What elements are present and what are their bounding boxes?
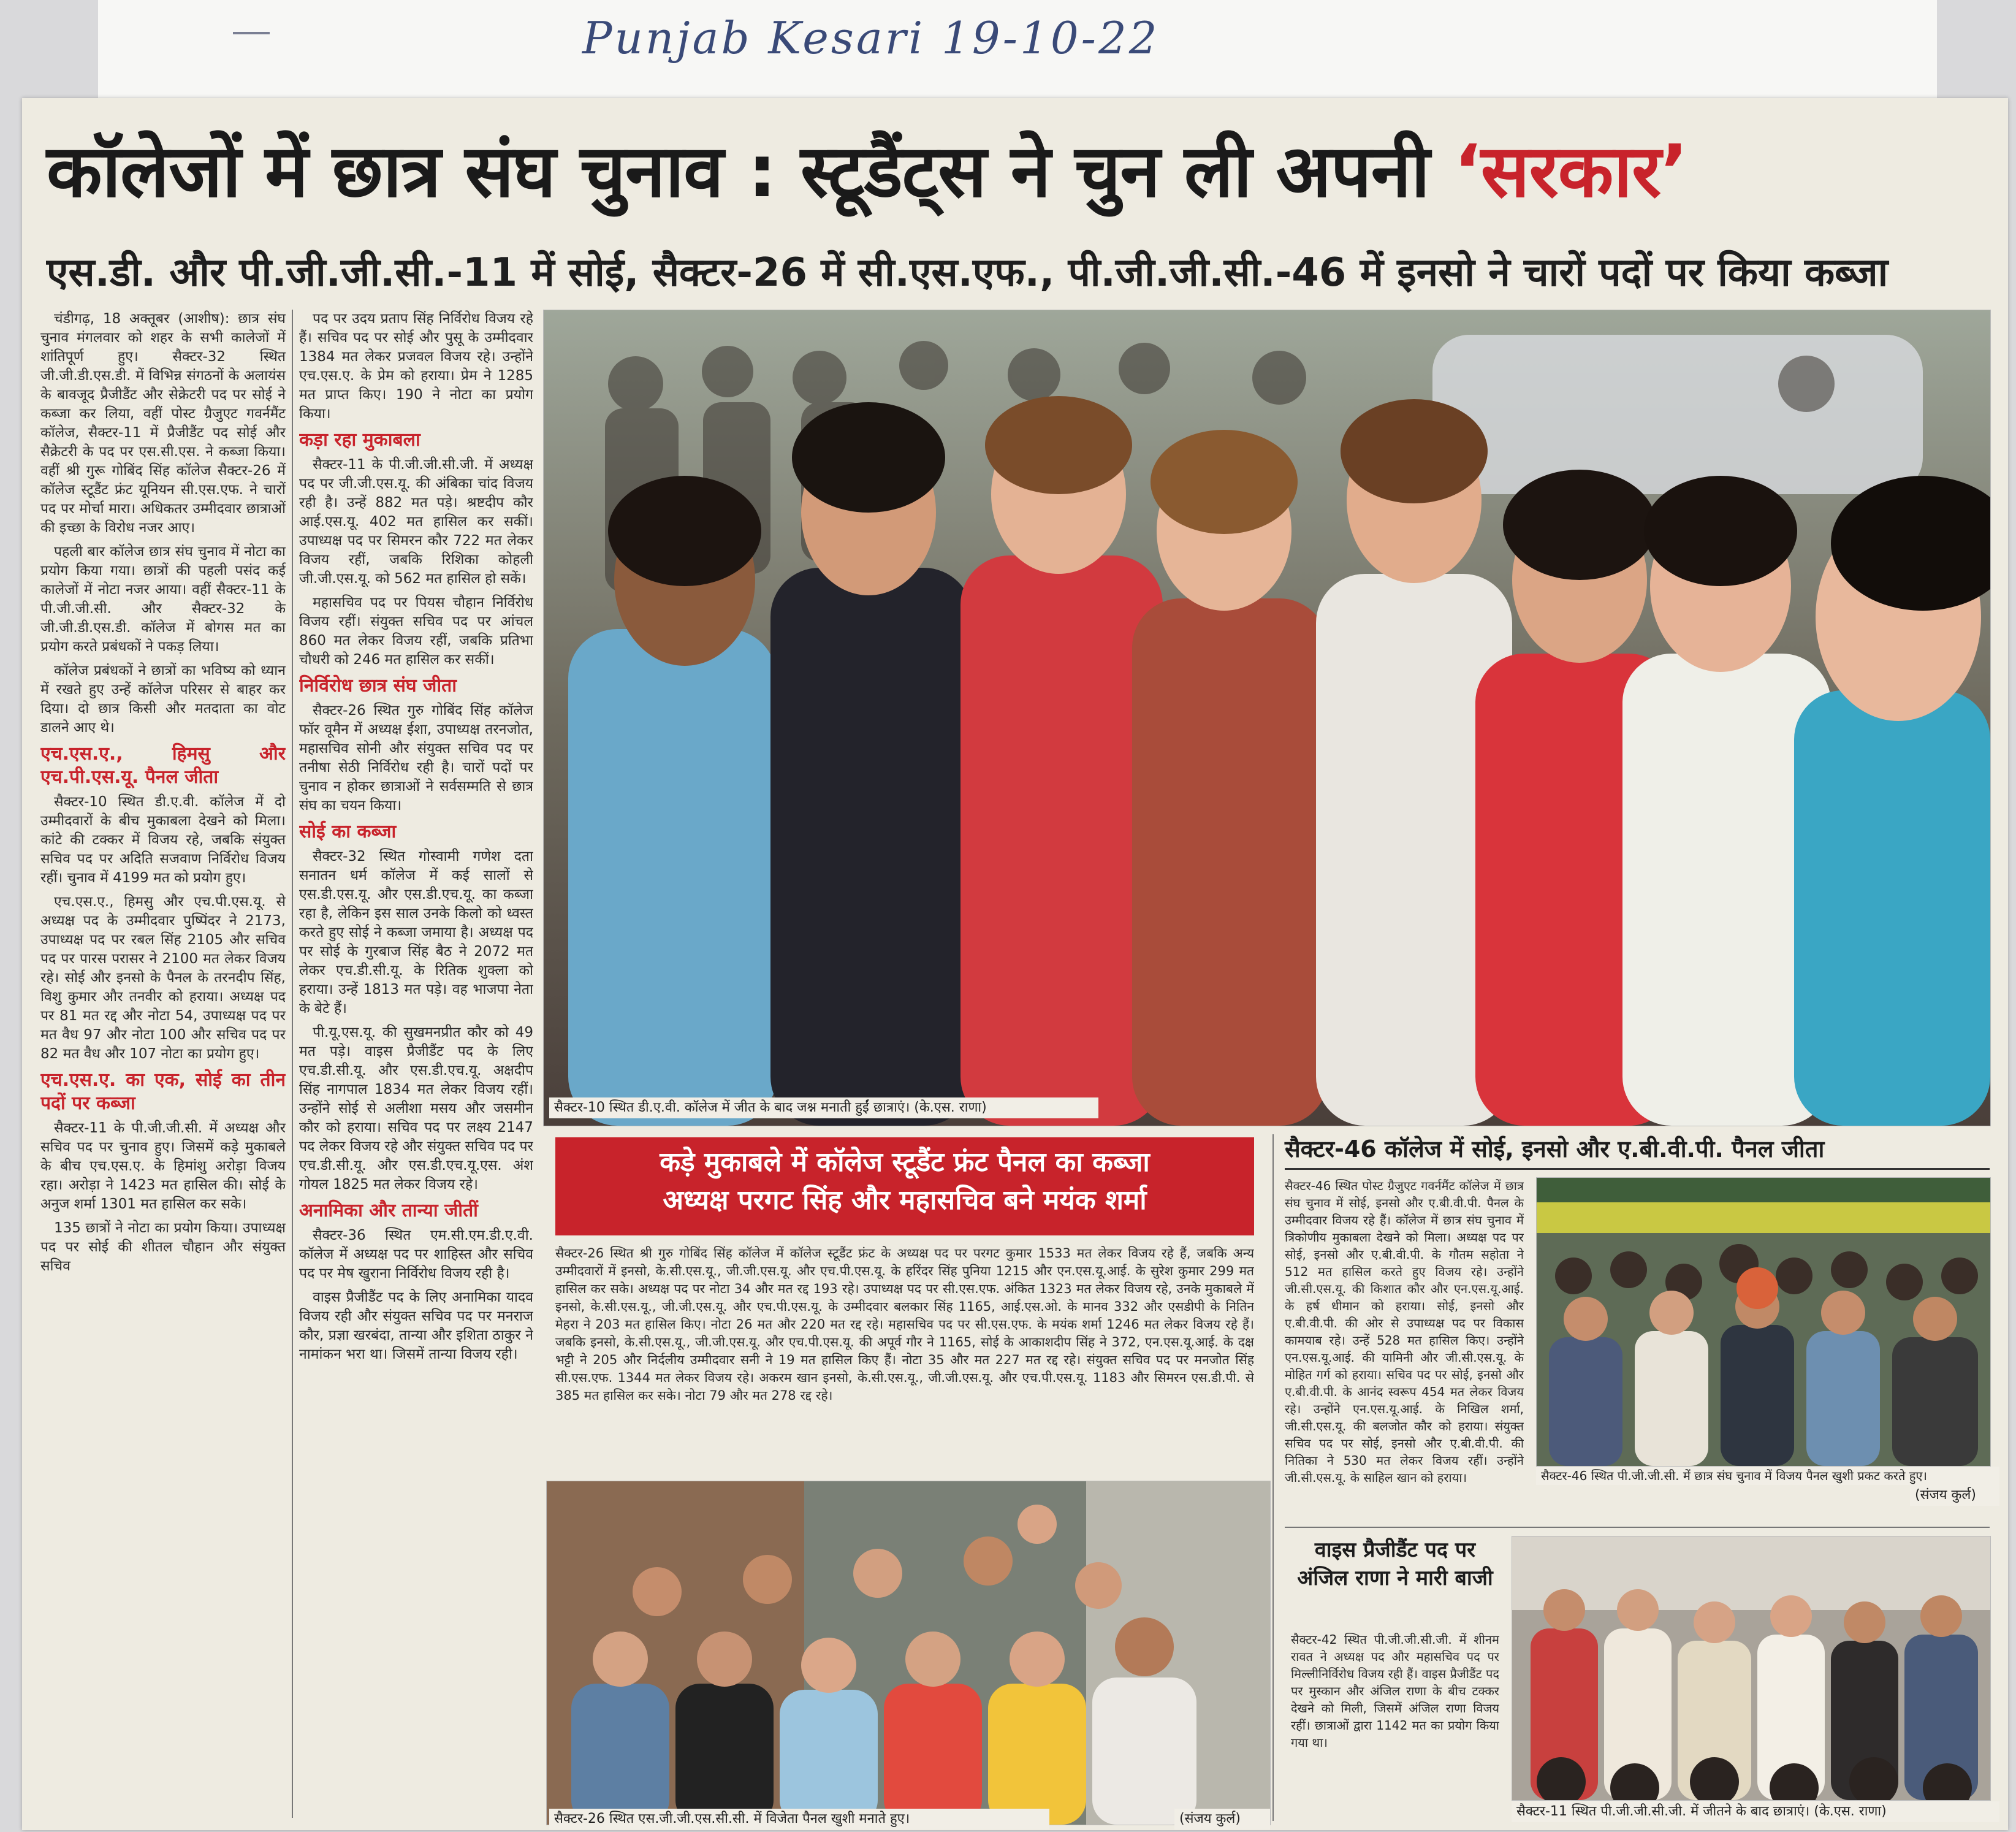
- center-photo-illustration: [547, 1481, 1270, 1825]
- col1-para-2: पहली बार कॉलेज छात्र संघ चुनाव में नोटा का प्रयोग किया गया। छात्रों की पहली पसंद कई कालेजों में नोटा नजर आया। वहीं सैक्टर-11 के पी.जी.जी.सी. और सैक्टर-32 के जी.जी.डी.एस.डी. कॉलेज में बोगस मत का प्रयोग करते प्रबंधकों ने पकड़ लिया।: [40, 544, 286, 655]
- right-photo-sector46-panel: [1536, 1177, 1991, 1467]
- main-photo-celebrating-students: [543, 310, 1991, 1126]
- col2-para-6: पी.यू.एस.यू. की सुखमनप्रीत कौर को 49 मत पड़े। वाइस प्रैजीडैंट पद के लिए एच.डी.सी.यू. और एस.डी.एच.यू. अक्षदीप सिंह नागपाल 1834 मत लेकर विजय रहीं। उन्होंने सोई से अलीशा मसय और जसमीन कौर को हराया। सचिव पद पर लक्ष्य 2147 पद लेकर विजय रहे और संयुक्त सचिव पद पर एच.डी.सी.यू. और एस.डी.एच.यू.एस. अंश गोयल 1825 मत लेकर विजय रहे।: [299, 1025, 533, 1193]
- newspaper-clipping: [22, 98, 2008, 1830]
- pen-mark: [233, 32, 270, 34]
- vp-story-headline: वाइस प्रैजीडैंट पद पर अंजिल राणा ने मारी बाजी: [1297, 1538, 1493, 1590]
- col1-para-4: सैक्टर-10 स्थित डी.ए.वी. कॉलेज में दो उम्मीदवारों के बीच मुकाबला देखने को मिला। कांटे की टक्कर में विजय रहे, जबकि संयुक्त सचिव पद पर अदिति सजवाण निर्विरोध विजय रहीं। चुनाव में 4199 मत को प्रयोग हुए।: [40, 794, 286, 886]
- col2-subhead-1: कड़ा रहा मुकाबला: [299, 429, 420, 451]
- col2-para-5: सैक्टर-32 स्थित गोस्वामी गणेश दता सनातन धर्म कॉलेज में कई सालों से एस.डी.एस.यू. और एस.डी.एच.यू. का कब्जा रहा है, लेकिन इस साल उनके किलो को ध्वस्त करते हुए सोई ने कब्जा जमाया है। अध्यक्ष पद पर सोई के गुरबाज सिंह बैठ ने 2072 मत लेकर एच.डी.सी.यू. के रितिक शुक्ला को हराया। उन्हें 1813 मत पड़े। वह भाजपा नेता के बेटे हैं।: [299, 849, 533, 1017]
- col1-para-7: 135 छात्रों ने नोटा का प्रयोग किया। उपाध्यक्ष पद पर सोई की शीतल चौहान और संयुक्त सचिव: [40, 1220, 286, 1274]
- vp-photo-caption: सैक्टर-11 स्थित पी.जी.जी.सी.जी. में जीतने के बाद छात्राएं। (के.एस. राणा): [1512, 1801, 1999, 1822]
- col1-para-1: चंडीगढ़, 18 अक्तूबर (आशीष): छात्र संघ चुनाव मंगलवार को शहर के सभी कालेजों में शांतिपूर्ण हुए। सैक्टर-32 स्थित जी.जी.डी.एस.डी. में विभिन्न संगठनों के अलायंस के बावजूद प्रैजीडैंट और सेक्रेटरी पद पर सोई ने कब्जा कर लिया, वहीं पोस्ट ग्रैजुएट गवर्नमैंट कॉलेज, सैक्टर-11 में प्रैजीडैंट पद सोई और सैक्रेटरी के पद पर एस.सी.एस. ने कब्जा किया। वहीं श्री गुरू गोबिंद सिंह कॉलेज सैक्टर-26 में कॉलेज स्टूडैंट फ्रंट यूनियन सी.एस.एफ. ने चारों पद पर मोर्चा मारा। अधिकतर उम्मीदवार छात्राओं की इच्छा के विरोध नजर आए।: [40, 311, 286, 536]
- col1-para-5: एच.एस.ए., हिमसु और एच.पी.एस.यू. से अध्यक्ष पद के उम्मीदवार पुष्पिंदर ने 2173, उपाध्यक्ष पद पर रबल सिंह 2105 और सचिव पद पर पारस परासर ने 2100 मत लेकर विजय रहे। सोई और इनसो के पैनल के तरनदीप सिंह, विशु कुमार और तनवीर को हराया। अध्यक्ष पद पर 81 मत रद्द और नोटा 54, उपाध्यक्ष पद पर मत वैध 97 और नोटा 100 और सचिव पद पर 82 मत वैध और 107 नोटा का प्रयोग हुए।: [40, 894, 286, 1062]
- col1-subhead-1: एच.एस.ए., हिमसु और एच.पी.एस.यू. पैनल जीता: [40, 743, 286, 788]
- col2-subhead-4: अनामिका और तान्या जीतीं: [299, 1200, 478, 1221]
- center-right-divider: [1272, 1134, 1274, 1821]
- center-story-body: सैक्टर-26 स्थित श्री गुरु गोबिंद सिंह कॉलेज में कॉलेज स्टूडैंट फ्रंट के अध्यक्ष पद पर परगट कुमार 1533 मत लेकर विजय रहे हैं, जबकि अन्य उम्मीदवारों में इनसो, के.सी.एस.यू., जी.जी.एस.यू. और एच.पी.एस.यू. के हरिंदर सिंह पुनिया 1215 और एन.एस.यू.आई. के सुरेश कुमार 299 मत हासिल कर सके। अध्यक्ष पद पर नोटा 34 और मत रद्द 193 रहे। उपाध्यक्ष पद पर सी.एस.एफ. अंकित 1323 मत लेकर विजय रहे, उनके मुकाबले में इनसो, के.सी.एस.यू., जी.जी.एस.यू. और एच.पी.एस.यू. के उम्मीदवार बलकार सिंह 1165, आई.एस.ओ. के मानव 332 और एसडीपी के नितिन मेहरा ने 203 मत हासिल किए। नोटा 26 मत और 220 मत रद्द रहे। महासचिव पद पर सी.एस.एफ. के मयंक शर्मा 1246 मत लेकर विजय रहे हैं। जबकि इनसो, के.सी.एस.यू., जी.जी.एस.यू. और एच.पी.एस.यू. की अपूर्व गौर ने 1165, सोई के आकाशदीप सिंह ने 372, एन.एस.यू.आई. के दक्ष भट्टी ने 205 और निर्दलीय उम्मीदवार सनी ने 19 मत हासिल किए हैं। नोटा 35 और मत 227 मत रद्द रहे। संयुक्त सचिव पद पर मनजोत सिंह सी.एस.एफ. 1344 मत लेकर विजय रहे। अकरम खान इनसो, के.सी.एस.यू., जी.जी.एस.यू. और एच.पी.एस.यू. 1183 और सिमरन एस.डी.पी. से 385 मत हासिल कर सके। नोटा 79 और मत 278 रद्द रहे।: [555, 1246, 1254, 1403]
- main-headline: [47, 113, 1984, 229]
- right-photo-credit: (संजय कुर्ल): [1910, 1485, 1999, 1506]
- column-divider: [292, 310, 293, 1818]
- center-headline-line-1: कड़े मुकाबले में कॉलेज स्टूडैंट फ्रंट पैनल का कब्जा: [660, 1147, 1150, 1178]
- col2-para-7: सैक्टर-36 स्थित एम.सी.एम.डी.ए.वी. कॉलेज में अध्यक्ष पद पर शाहिस्त और सचिव पद पर मेष खुराना निर्विरोध विजय रही है।: [299, 1227, 533, 1281]
- headline-main-text: कॉलेजों में छात्र संघ चुनाव : स्टूडैंट्स ने चुन ली अपनी: [47, 129, 1454, 213]
- col1-para-3: कॉलेज प्रबंधकों ने छात्रों का भविष्य को ध्यान में रखते हुए उन्हें कॉलेज परिसर से बाहर कर दिया। दो छात्र किसी और मतदाता का वोट डालने आए थे।: [40, 663, 286, 736]
- vp-photo-illustration: [1512, 1536, 1990, 1800]
- center-story-headline-box: [555, 1137, 1254, 1235]
- col2-subhead-2: निर्विरोध छात्र संघ जीता: [299, 675, 457, 697]
- main-photo-illustration: [544, 310, 1990, 1126]
- col2-para-8: वाइस प्रैजीडैंट पद के लिए अनामिका यादव विजय रही और संयुक्त सचिव पद पर मनराज कौर, प्रज्ञा खरबंदा, तान्या और इशिता ठाकुर ने नामांकन भरा था। जिसमें तान्या विजय रही।: [299, 1289, 533, 1362]
- right-photo-caption: सैक्टर-46 स्थित पी.जी.जी.सी. में छात्र संघ चुनाव में विजय पैनल खुशी प्रकट करते हुए।: [1536, 1467, 1999, 1485]
- col2-para-1: पद पर उदय प्रताप सिंह निर्विरोध विजय रहे हैं। सचिव पद पर सोई और पुसू के उम्मीदवार 1384 मत लेकर प्रजवल विजय रहे। उन्होंने एच.एस.ए. के प्रेम को हराया। प्रेम ने 1285 मत प्राप्त किए। 190 ने नोटा का प्रयोग किया।: [299, 311, 533, 422]
- sub-headline: एस.डी. और पी.जी.जी.सी.-11 में सोई, सैक्टर-26 में सी.एस.एफ., पी.जी.जी.सी.-46 में इनसो ने चारों पदों पर किया कब्जा: [47, 250, 1889, 296]
- right-photo-illustration: [1537, 1178, 1990, 1466]
- right-story-headline: सैक्टर-46 कॉलेज में सोई, इनसो और ए.बी.वी.पी. पैनल जीता: [1285, 1135, 1825, 1162]
- center-photo-caption: सैक्टर-26 स्थित एस.जी.जी.एस.सी.सी. में विजेता पैनल खुशी मनाते हुए।: [549, 1809, 1049, 1830]
- center-photo-credit: (संजय कुर्ल): [1174, 1809, 1270, 1830]
- text-column-1: [40, 310, 286, 1824]
- main-photo-caption: सैक्टर-10 स्थित डी.ए.वी. कॉलेज में जीत के बाद जश्न मनाती हुईं छात्राएं। (के.एस. राणा): [549, 1097, 1098, 1118]
- col1-para-6: सैक्टर-11 के पी.जी.जी.सी. में अध्यक्ष और सचिव पद पर चुनाव हुए। जिसमें कड़े मुकाबले के बीच एच.एस.ए. के हिमांशु अरोड़ा विजय रहा। अरोड़ा ने 1423 मत हासिल की। सोई के अनुज शर्मा 1301 मत हासिल कर सके।: [40, 1120, 286, 1212]
- right-headline-rule: [1285, 1168, 1990, 1170]
- vp-story-body: सैक्टर-42 स्थित पी.जी.जी.सी.जी. में शीनम रावत ने अध्यक्ष पद और महासचिव पद पर मिल्लीनिर्विरोध विजय रही हैं। वाइस प्रैजीडैंट पद पर मुस्कान और अंजिल राणा के बीच टक्कर देखने को मिली, जिसमें अंजिल राणा विजय रहीं। छात्राओं द्वारा 1142 मत का प्रयोग किया गया था।: [1291, 1632, 1499, 1750]
- handwritten-date-note: Punjab Kesari 19-10-22: [582, 12, 1160, 64]
- col2-para-3: महासचिव पद पर पियस चौहान निर्विरोध विजय रहीं। संयुक्त सचिव पद पर आंचल 860 मत लेकर विजय रहीं, जबकि प्रतिभा चौधरी को 246 मत हासिल कर सकीं।: [299, 595, 533, 668]
- vp-photo-students: [1512, 1536, 1991, 1801]
- headline-highlight: ‘सरकार’: [1453, 129, 1688, 213]
- col2-para-2: सैक्टर-11 के पी.जी.जी.सी.जी. में अध्यक्ष पद पर जी.जी.एस.यू. की अंबिका चांद विजय रही है। उन्हें 882 मत पड़े। श्रष्टदीप कौर आई.एस.यू. 402 मत हासिल कर सकीं। उपाध्यक्ष पद पर सिमरन कौर 722 मत लेकर विजय रहीं, जबकि रिशिका कोहली जी.जी.एस.यू. को 562 मत हासिल हो सकें।: [299, 457, 533, 587]
- col1-subhead-2: एच.एस.ए. का एक, सोई का तीन पदों पर कब्जा: [40, 1069, 286, 1114]
- center-headline-line-2: अध्यक्ष परगट सिंह और महासचिव बने मयंक शर्मा: [663, 1185, 1147, 1216]
- center-photo-winning-panel: [546, 1481, 1271, 1825]
- right-story-body: सैक्टर-46 स्थित पोस्ट ग्रैजुएट गवर्नमैंट कॉलेज में छात्र संघ चुनाव में सोई, इनसो और ए.बी.वी.पी. पैनल के उम्मीदवार विजय रहे हैं। कॉलेज में छात्र संघ चुनाव में त्रिकोणीय मुकाबला देखने को मिला। अध्यक्ष पद पर सोई, इनसो और ए.बी.वी.पी. के गौतम सहोता ने 512 मत हासिल करते हुए विजय रहे। उन्होंने जी.सी.एस.यू. की किशात कौर और एन.एस.यू.आई. के हर्ष धीमान को हराया। सोई, इनसो और ए.बी.वी.पी. की ओर से उपाध्यक्ष पद पर विकास कामयाब रहे। उन्हें 528 मत हासिल किए। उन्होंने एन.एस.यू.आई. की यामिनी और जी.सी.एस.यू. के मोहित गर्ग को हराया। सचिव पद पर सोई, इनसो और ए.बी.वी.पी. के आनंद स्वरूप 454 मत लेकर विजय रहे। उन्होंने एन.एस.यू.आई. के निखिल शर्मा, जी.सी.एस.यू. की बलजोत कौर को हराया। संयुक्त सचिव पद पर सोई, इनसो और ए.बी.वी.पी. की नितिका ने 530 मत लेकर विजय रहीं। उन्होंने जी.सी.एस.यू. के साहिल खान को हराया।: [1285, 1178, 1524, 1485]
- col2-subhead-3: सोई का कब्जा: [299, 821, 397, 842]
- col2-para-4: सैक्टर-26 स्थित गुरु गोबिंद सिंह कॉलेज फॉर वूमैन में अध्यक्ष ईशा, उपाध्यक्ष तरनजोत, महासचिव सोनी और संयुक्त सचिव पद पर तनीषा सेठी निर्विरोध रही है। चारों पदों पर चुनाव न होकर छात्राओं ने सर्वसम्मति से छात्र संघ का चयन किया।: [299, 703, 533, 814]
- text-column-2: [299, 310, 533, 1824]
- right-lower-rule: [1285, 1527, 1990, 1528]
